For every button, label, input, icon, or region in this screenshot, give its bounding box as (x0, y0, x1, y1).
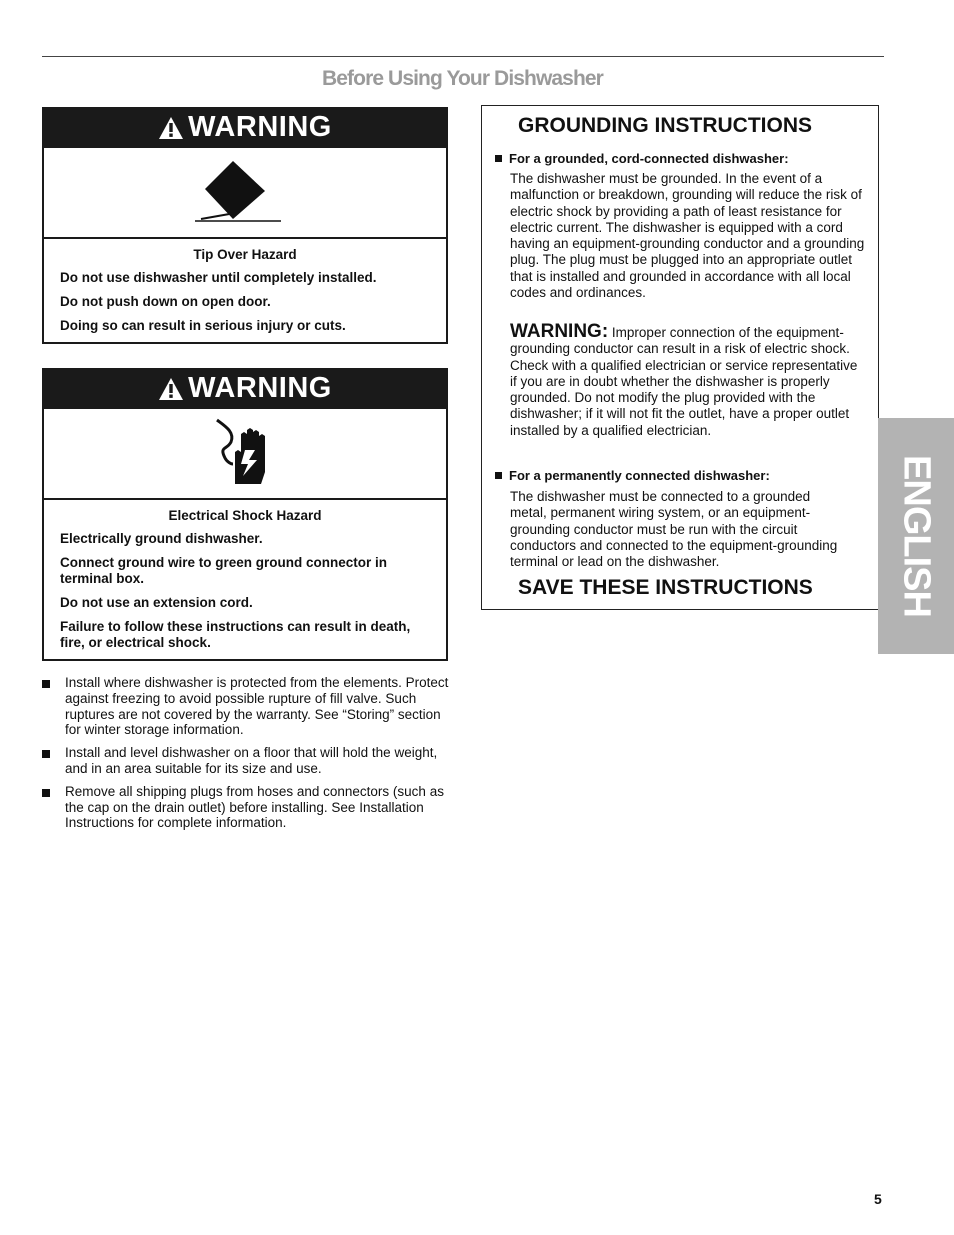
top-rule (42, 56, 884, 57)
warning-line: Do not push down on open door. (60, 294, 271, 309)
grounding-warning-label: WARNING: (510, 321, 609, 342)
cord-connected-heading (495, 151, 789, 166)
warning-line: Failure to follow these instructions can result in death, fire, or electrical shock. (60, 619, 411, 650)
warning-line: Do not use dishwasher until completely installed. (60, 270, 377, 285)
bullet-square-icon (42, 750, 50, 758)
electric-shock-hand-icon (44, 407, 446, 500)
list-item: Install and level dishwasher on a floor that will hold the weight, and in an area suitable for its size and use. (42, 745, 452, 777)
warning-line: Connect ground wire to green ground connector in terminal box. (60, 555, 387, 586)
warning-label: WARNING (188, 372, 332, 404)
warning-triangle-icon (158, 377, 184, 401)
list-item: Install where dishwasher is protected from the elements. Protect against freezing to avoid possible rupture of fill valve. Such ruptures are not covered by the warranty. See “Storing” section for winter storage information. (42, 675, 452, 738)
grounding-title: GROUNDING INSTRUCTIONS (518, 114, 812, 137)
permanent-text: The dishwasher must be connected to a grounded metal, permanent wiring system, or an equipment-grounding conductor must be run with the circuit conductors and connected to the equipment-grounding terminal or lead on the dishwasher. (510, 489, 838, 570)
language-side-tab-label: ENGLISH (895, 455, 938, 617)
list-item: Remove all shipping plugs from hoses and connectors (such as the cap on the drain outlet) before installing. See Installation Instructions for complete information. (42, 784, 452, 831)
bullet-square-icon (42, 789, 50, 797)
grounding-warning-paragraph (510, 321, 866, 439)
hazard-title: Electrical Shock Hazard (168, 508, 322, 523)
tip-over-dishwasher-icon (44, 146, 446, 239)
grounding-instructions-box (481, 105, 879, 610)
section-title: Before Using Your Dishwasher (322, 67, 603, 90)
permanent-heading-text: For a permanently connected dishwasher: (509, 468, 770, 483)
installation-bullet-list (42, 675, 452, 838)
warning-electrical-shock-box (42, 368, 448, 661)
bullet-square-icon (495, 472, 502, 479)
warning-line: Doing so can result in serious injury or cuts. (60, 318, 346, 333)
bullet-square-icon (495, 155, 502, 162)
warning-tip-over-box (42, 107, 448, 344)
warning-header (44, 109, 446, 146)
grounding-warning-text: Improper connection of the equipment-grounding conductor can result in a risk of electric shock. Check with a qualified electrician or service representative if you are in doubt whether the dishwasher is properly grounded. Do not modify the plug provided with the dishwasher; if it will not fit the outlet, have a proper outlet installed by a qualified electrician. (510, 325, 858, 438)
cord-heading-text: For a grounded, cord-connected dishwasher: (509, 151, 789, 166)
hazard-title: Tip Over Hazard (193, 247, 297, 262)
cord-connected-text: The dishwasher must be grounded. In the event of a malfunction or breakdown, grounding will reduce the risk of electric shock by providing a path of least resistance for electric current. The dishwasher is equipped with a cord having an equipment-grounding conductor and a grounding plug. The plug must be plugged into an appropriate outlet that is installed and grounded in accordance with all local codes and ordinances. (510, 171, 865, 301)
warning-header (44, 370, 446, 407)
warning-line: Do not use an extension cord. (60, 595, 253, 610)
page-number: 5 (874, 1191, 882, 1207)
warning-line: Electrically ground dishwasher. (60, 531, 263, 546)
warning-label: WARNING (188, 111, 332, 143)
permanent-heading (495, 468, 770, 483)
save-instructions-title: SAVE THESE INSTRUCTIONS (518, 576, 813, 599)
warning-triangle-icon (158, 116, 184, 140)
bullet-square-icon (42, 680, 50, 688)
